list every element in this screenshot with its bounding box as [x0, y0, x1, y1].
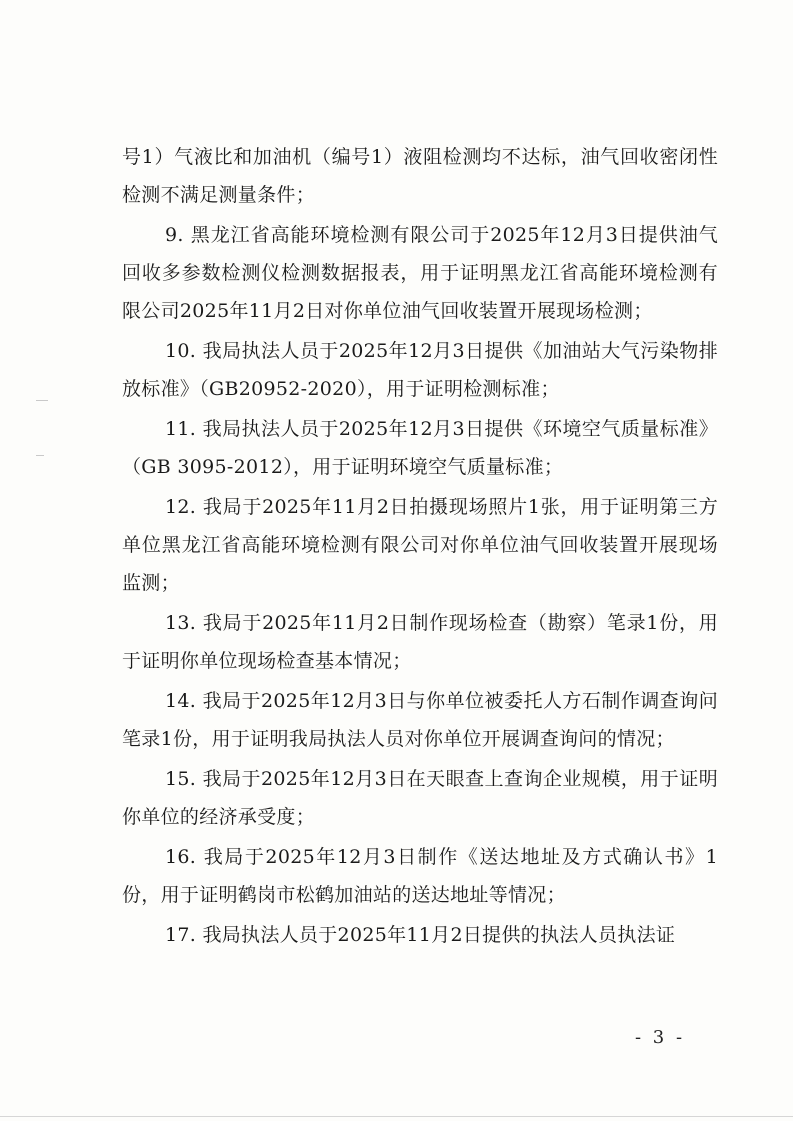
scan-margin-mark [36, 455, 44, 456]
page-number: - 3 - [635, 1027, 686, 1048]
paragraph-item-11: 11. 我局执法人员于2025年12月3日提供《环境空气质量标准》（GB 3095-2012），用于证明环境空气质量标准； [122, 418, 718, 478]
paragraph-item-10: 10. 我局执法人员于2025年12月3日提供《加油站大气污染物排放标准》（GB20952-2020），用于证明检测标准； [122, 340, 718, 400]
paragraph-item-16: 16. 我局于2025年12月3日制作《送达地址及方式确认书》1份，用于证明鹤岗市松鹤加油站的送达地址等情况； [122, 846, 718, 906]
paragraph-continuation: 号1）气液比和加油机（编号1）液阻检测均不达标，油气回收密闭性检测不满足测量条件； [122, 146, 718, 206]
paragraph-item-13: 13. 我局于2025年11月2日制作现场检查（勘察）笔录1份，用于证明你单位现场检查基本情况； [122, 612, 718, 672]
paragraph-item-9: 9. 黑龙江省高能环境检测有限公司于2025年12月3日提供油气回收多参数检测仪检测数据报表，用于证明黑龙江省高能环境检测有限公司2025年11月2日对你单位油气回收装置开展现场检测； [122, 224, 718, 322]
paragraph-item-12: 12. 我局于2025年11月2日拍摄现场照片1张，用于证明第三方单位黑龙江省高能环境检测有限公司对你单位油气回收装置开展现场监测； [122, 496, 718, 594]
page-bottom-edge [0, 1116, 793, 1117]
document-body [122, 138, 718, 954]
paragraph-item-17: 17. 我局执法人员于2025年11月2日提供的执法人员执法证 [165, 924, 676, 946]
paragraph-item-15: 15. 我局于2025年12月3日在天眼查上查询企业规模，用于证明你单位的经济承受度； [122, 768, 718, 828]
scan-margin-mark [36, 400, 48, 401]
paragraph-item-14: 14. 我局于2025年12月3日与你单位被委托人方石制作调查询问笔录1份，用于证明我局执法人员对你单位开展调查询问的情况； [122, 690, 718, 750]
